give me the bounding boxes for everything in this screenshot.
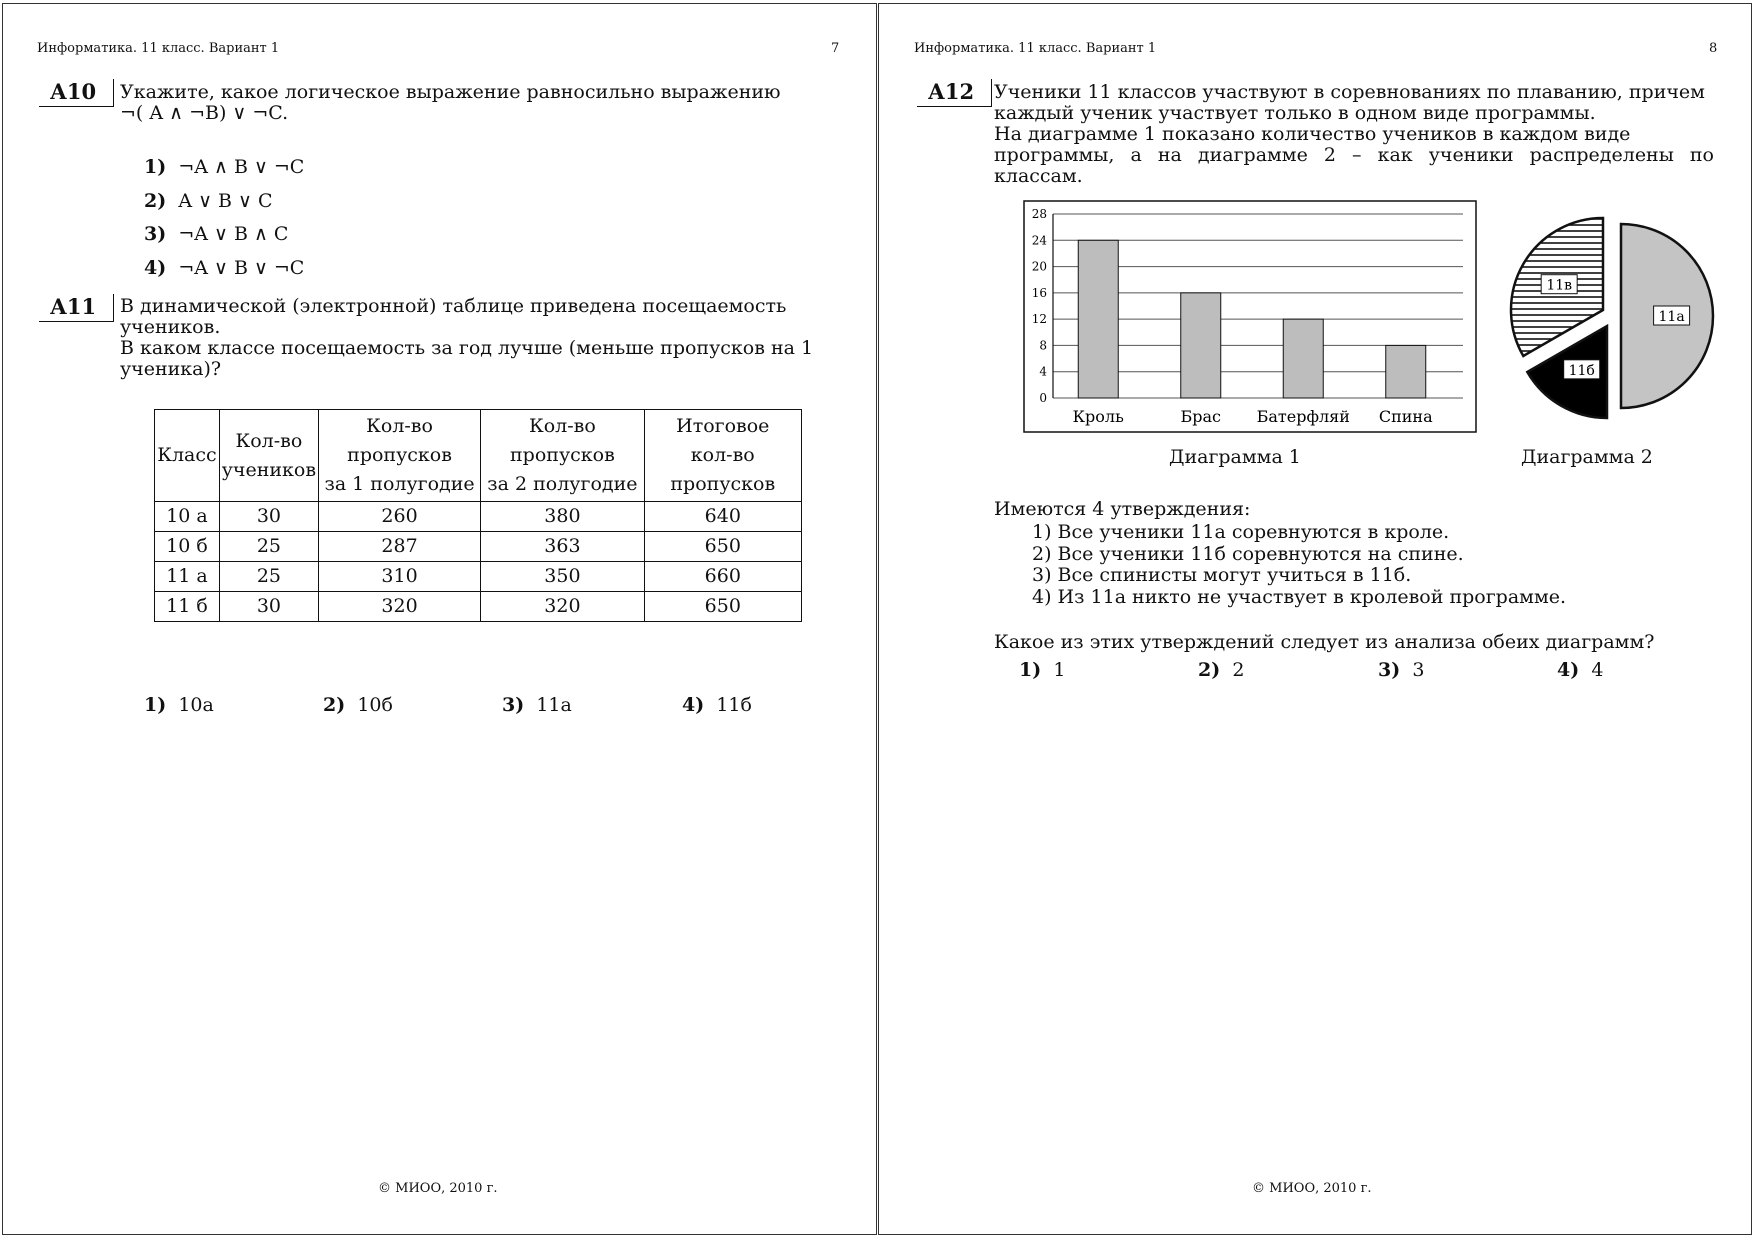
a11-option-4[interactable] (682, 694, 752, 716)
attendance-table (154, 409, 802, 622)
question-a12-line1: Ученики 11 классов участвуют в соревнованиях по плаванию, причем (994, 81, 1705, 103)
question-a11-line4: ученика)? (120, 358, 222, 380)
question-a11-line1: В динамической (электронной) таблице приведена посещаемость (120, 295, 787, 317)
page-number: 8 (1709, 41, 1718, 56)
y-tick-label: 4 (1039, 364, 1047, 379)
statement-1: 1) Все ученики 11а соревнуются в кроле. (1032, 521, 1450, 543)
y-tick-label: 28 (1031, 207, 1047, 221)
x-tick-label: Батерфляй (1256, 407, 1350, 426)
question-a12-prompt: Какое из этих утверждений следует из анализа обеих диаграмм? (994, 631, 1655, 653)
option-number: 1) (144, 694, 167, 716)
bar-Кроль (1078, 240, 1118, 398)
pie-label: 11в (1546, 277, 1573, 294)
option-text: ¬A ∧ B ∨ ¬C (178, 156, 305, 178)
page-footer: © МИОО, 2010 г. (1252, 1181, 1372, 1196)
table-cell: 25 (219, 532, 318, 562)
option-number: 2) (144, 190, 167, 212)
question-tag-a12: А12 (917, 79, 992, 107)
bar-Батерфляй (1283, 319, 1323, 398)
option-number: 2) (1198, 659, 1221, 681)
table-row (155, 532, 802, 562)
statement-3: 3) Все спинисты могут учиться в 11б. (1032, 564, 1412, 586)
table-cell: 310 (318, 562, 480, 592)
option-text: 1 (1053, 659, 1066, 681)
table-cell: 380 (481, 502, 644, 532)
table-cell: 287 (318, 532, 480, 562)
question-a12-line2: каждый ученик участвует только в одном виде программы. (994, 102, 1596, 124)
header-cell: Кол-во пропусков за 2 полугодие (481, 410, 644, 502)
a10-option-4[interactable] (144, 257, 304, 279)
question-a11-text (120, 296, 840, 380)
option-number: 1) (1019, 659, 1042, 681)
option-text: 4 (1591, 659, 1604, 681)
option-text: 11б (716, 694, 752, 716)
option-text: 10б (357, 694, 393, 716)
option-text: 11а (536, 694, 572, 716)
question-a11-line3: В каком классе посещаемость за год лучше (меньше пропусков на 1 (120, 337, 814, 359)
question-a12-line4: программы, а на диаграмме 2 – как ученики распределены по классам. (994, 144, 1714, 187)
option-number: 4) (144, 257, 167, 279)
option-number: 4) (1557, 659, 1580, 681)
bar-chart (1023, 200, 1479, 436)
page-number: 7 (831, 41, 840, 56)
table-cell: 350 (481, 562, 644, 592)
y-tick-label: 12 (1031, 312, 1047, 327)
x-tick-label: Брас (1180, 407, 1221, 426)
question-a11-line2: учеников. (120, 316, 221, 338)
a10-option-3[interactable] (144, 223, 288, 245)
option-number: 4) (682, 694, 705, 716)
a12-option-3[interactable] (1378, 659, 1424, 681)
diagram2-caption: Диаграмма 2 (1521, 446, 1653, 468)
page-footer: © МИОО, 2010 г. (378, 1181, 498, 1196)
pie-chart (1479, 204, 1719, 424)
option-number: 2) (323, 694, 346, 716)
pie-label: 11б (1568, 362, 1595, 379)
option-text: ¬A ∨ B ∨ ¬C (178, 257, 305, 279)
y-tick-label: 0 (1039, 391, 1047, 405)
header-cell: Кол-во учеников (219, 410, 318, 502)
diagram1-caption: Диаграмма 1 (1169, 446, 1301, 468)
option-number: 3) (144, 223, 167, 245)
x-tick-label: Спина (1378, 407, 1433, 426)
table-cell: 11 а (155, 562, 220, 592)
table-cell: 650 (644, 592, 801, 622)
table-cell: 363 (481, 532, 644, 562)
table-cell: 25 (219, 562, 318, 592)
table-cell: 650 (644, 532, 801, 562)
x-tick-label: Кроль (1072, 407, 1124, 426)
table-cell: 660 (644, 562, 801, 592)
header-cell: Кол-во пропусков за 1 полугодие (318, 410, 480, 502)
right-page (878, 3, 1752, 1235)
question-a10-text (120, 82, 840, 124)
bar-Спина (1386, 345, 1426, 398)
option-text: 3 (1412, 659, 1425, 681)
option-text: ¬A ∨ B ∧ C (178, 223, 289, 245)
a11-option-1[interactable] (144, 694, 214, 716)
bar-Брас (1181, 293, 1221, 398)
y-tick-label: 16 (1031, 285, 1047, 300)
question-a12-text (994, 82, 1714, 187)
header-cell: Итоговое кол-во пропусков (644, 410, 801, 502)
table-row (155, 562, 802, 592)
table-cell: 30 (219, 502, 318, 532)
table-row (155, 592, 802, 622)
option-number: 3) (502, 694, 525, 716)
statements-intro: Имеются 4 утверждения: (994, 498, 1251, 520)
a12-option-1[interactable] (1019, 659, 1065, 681)
option-number: 3) (1378, 659, 1401, 681)
table-cell: 260 (318, 502, 480, 532)
table-cell: 320 (318, 592, 480, 622)
left-page (2, 3, 877, 1235)
table-header-row (155, 410, 802, 502)
y-tick-label: 8 (1039, 338, 1047, 353)
page-header: Информатика. 11 класс. Вариант 1 (37, 41, 280, 56)
pie-label: 11а (1658, 309, 1685, 325)
y-tick-label: 20 (1031, 259, 1047, 274)
question-a10-line2: ¬( A ∧ ¬B) ∨ ¬C. (120, 102, 289, 124)
table-row (155, 502, 802, 532)
statement-2: 2) Все ученики 11б соревнуются на спине. (1032, 543, 1464, 565)
table-cell: 640 (644, 502, 801, 532)
question-a10-line1: Укажите, какое логическое выражение равносильно выражению (120, 81, 781, 103)
question-tag-a10: А10 (39, 79, 114, 107)
y-tick-label: 24 (1031, 233, 1047, 248)
question-tag-a11: А11 (39, 294, 114, 322)
table-cell: 320 (481, 592, 644, 622)
table-cell: 10 б (155, 532, 220, 562)
a12-option-2[interactable] (1198, 659, 1244, 681)
a11-option-2[interactable] (323, 694, 393, 716)
table-cell: 10 а (155, 502, 220, 532)
question-a12-line3: На диаграмме 1 показано количество учеников в каждом виде (994, 123, 1631, 145)
option-text: A ∨ B ∨ C (178, 190, 273, 212)
statement-4: 4) Из 11а никто не участвует в кролевой программе. (1032, 586, 1567, 608)
page-header: Информатика. 11 класс. Вариант 1 (914, 41, 1157, 56)
option-number: 1) (144, 156, 167, 178)
option-text: 10а (178, 694, 214, 716)
header-cell: Класс (155, 410, 220, 502)
a11-option-3[interactable] (502, 694, 572, 716)
a10-option-2[interactable] (144, 190, 273, 212)
a10-option-1[interactable] (144, 156, 304, 178)
table-cell: 30 (219, 592, 318, 622)
option-text: 2 (1232, 659, 1245, 681)
a12-option-4[interactable] (1557, 659, 1603, 681)
table-cell: 11 б (155, 592, 220, 622)
